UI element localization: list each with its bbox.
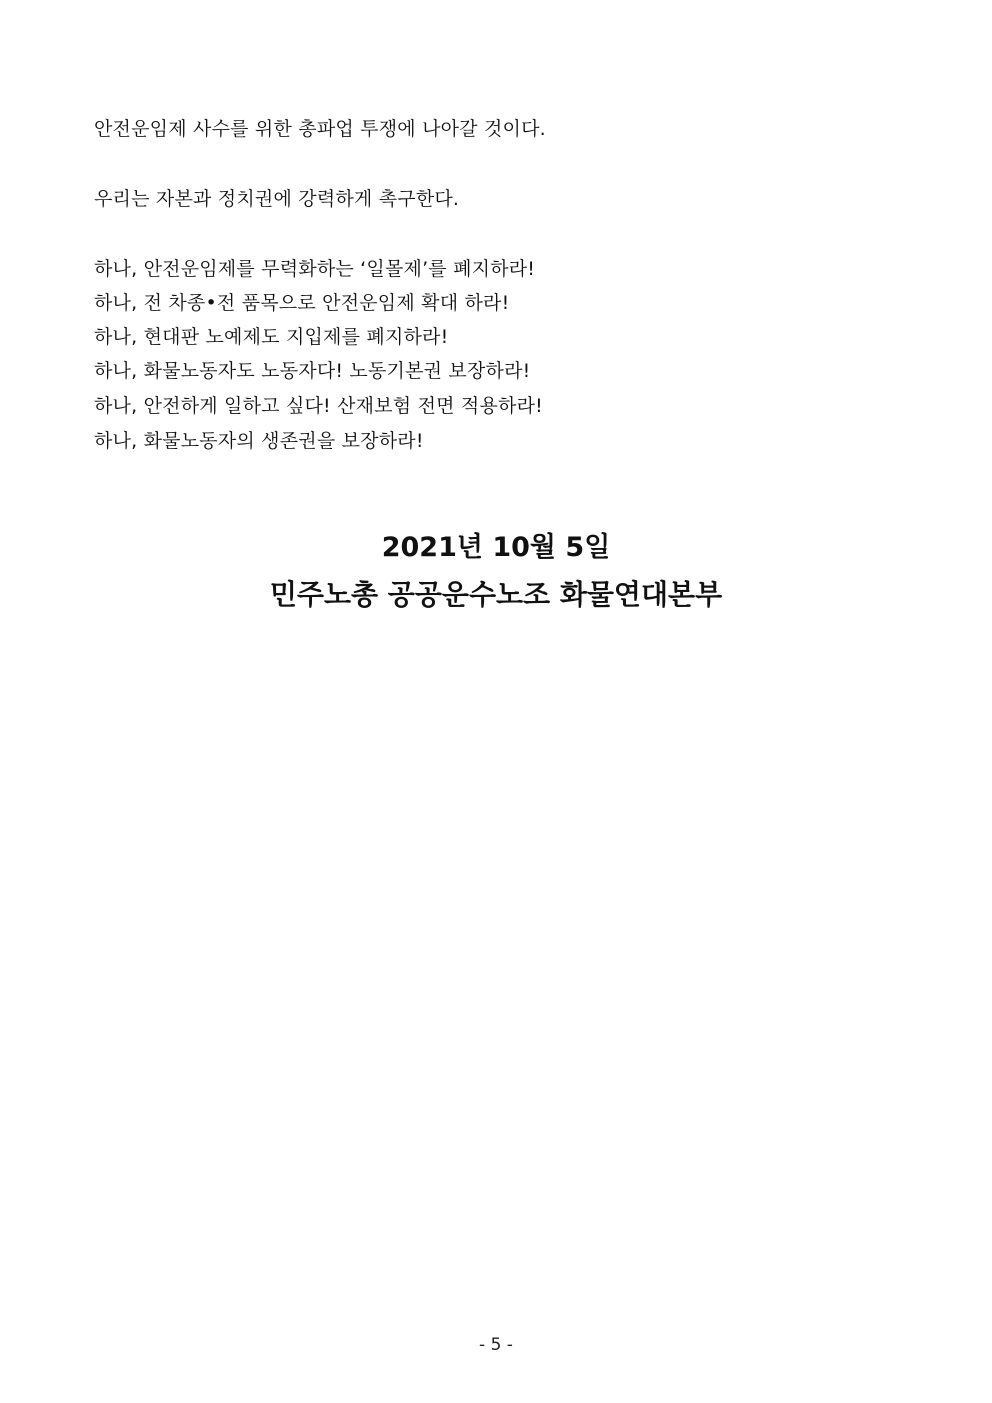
resolution-item: 하나, 화물노동자도 노동자다! 노동기본권 보장하라!	[94, 360, 531, 382]
body-paragraph-1: 안전운임제 사수를 위한 총파업 투쟁에 나아갈 것이다.	[94, 118, 546, 140]
resolution-item: 하나, 안전하게 일하고 싶다! 산재보험 전면 적용하라!	[94, 395, 543, 417]
body-paragraph-2: 우리는 자본과 정치권에 강력하게 촉구한다.	[94, 188, 460, 210]
page-number: - 5 -	[479, 1335, 513, 1355]
resolution-item: 하나, 현대판 노예제도 지입제를 폐지하라!	[94, 326, 449, 348]
signature-date: 2021년 10월 5일	[381, 532, 611, 563]
signature-organization: 민주노총 공공운수노조 화물연대본부	[269, 578, 723, 611]
resolution-item: 하나, 안전운임제를 무력화하는 ‘일몰제’를 폐지하라!	[94, 258, 536, 280]
resolution-item: 하나, 화물노동자의 생존권을 보장하라!	[94, 430, 424, 452]
resolution-item: 하나, 전 차종•전 품목으로 안전운임제 확대 하라!	[94, 292, 510, 314]
